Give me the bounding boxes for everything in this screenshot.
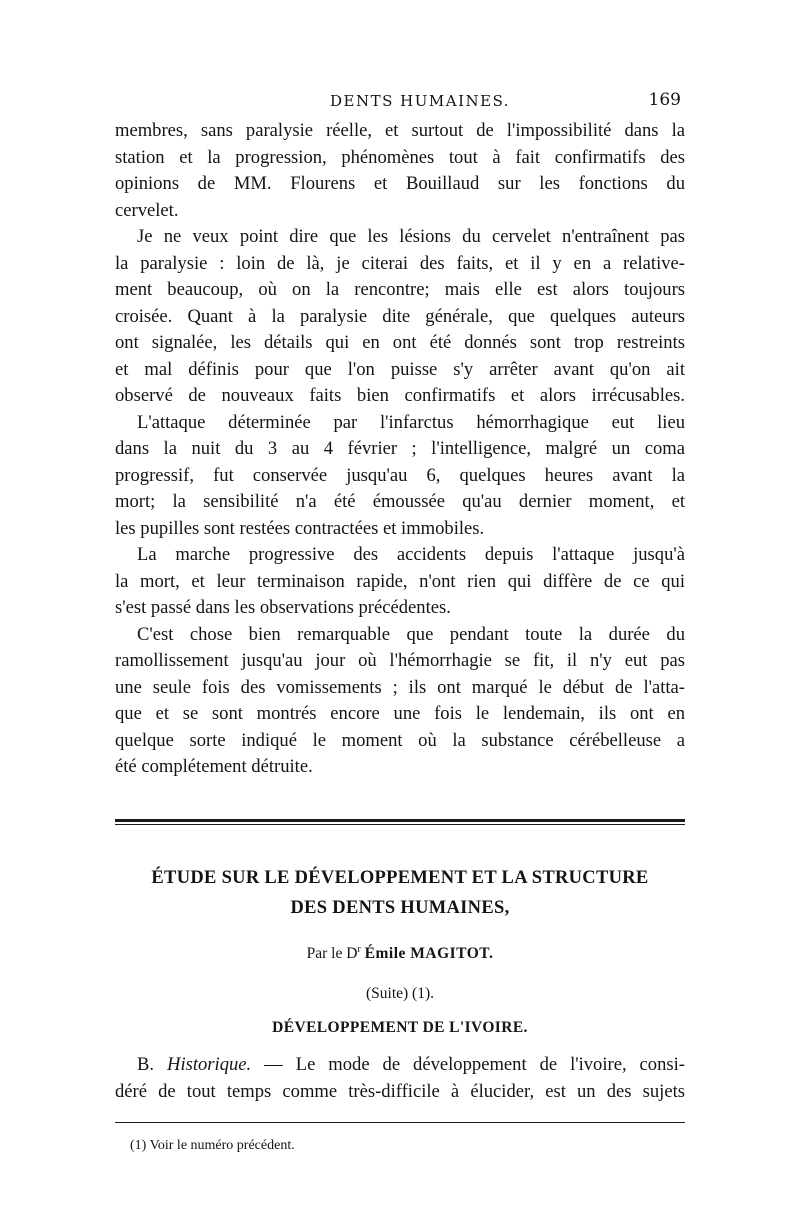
text-line: les pupilles sont restées contractées et immobiles. [115,517,485,539]
page-number: 169 [648,90,681,110]
text-line: progressif, fut conservée jusqu'au 6, quelques heures avant la [115,464,685,486]
text-line: ramollissement jusqu'au jour où l'hémorrhagie se fit, il n'y eut pas [115,650,685,671]
text-line: cervelet. [115,199,179,221]
text-line: la mort, et leur terminaison rapide, n'ont rien qui diffère de ce qui [115,570,685,592]
divider-thick-rule [115,819,685,822]
text-line: quelque sorte indiqué le moment où la substance cérébelleuse a [115,729,685,751]
running-title: DENTS HUMAINES. [330,92,511,110]
text-line: dans la nuit du 3 au 4 février ; l'intelligence, malgré un coma [115,438,685,459]
text-line: mort; la sensibilité n'a été émoussée qu'au dernier moment, et [115,491,685,512]
article-title-line-2: DES DENTS HUMAINES, [290,898,510,918]
text-line: C'est chose bien remarquable que pendant toute la durée du [137,623,685,645]
author-title-superscript: r [357,944,361,955]
section-divider [115,819,685,831]
text-line: station et la progression, phénomènes tout à fait confirmatifs des [115,146,685,168]
body-text [115,118,685,781]
author-name: Émile MAGITOT. [364,945,494,963]
text-line [115,1052,685,1079]
text-line: une seule fois des vomissements ; ils ont marqué le début de l'atta- [115,676,685,698]
text-line: s'est passé dans les observations précédentes. [115,597,451,618]
text-line: été complétement détruite. [115,756,313,777]
text-line: ont signalée, les détails qui en ont été donnés sont trop restreints [115,332,685,353]
divider-thin-rule [115,824,685,825]
text-line: Je ne veux point dire que les lésions du cervelet n'entraînent pas [137,226,685,247]
text-line: croisée. Quant à la paralysie dite générale, que quelques auteurs [115,305,685,327]
text-line: La marche progressive des accidents depuis l'attaque jusqu'à [137,544,685,565]
text-line: L'attaque déterminée par l'infarctus hémorrhagique eut lieu [137,411,685,433]
historique-prefix: B. [137,1054,168,1075]
text-line: observé de nouveaux faits bien confirmatifs et alors irrécusables. [115,385,685,406]
text-line: déré de tout temps comme très-difficile à élucider, est un des sujets [115,1080,685,1102]
footnote-rule [115,1122,685,1123]
article-title-line-1: ÉTUDE SUR LE DÉVELOPPEMENT ET LA STRUCTURE [151,868,649,888]
suite-note: (Suite) (1). [365,985,434,1002]
historique-label: Historique. [167,1054,252,1075]
text-line: opinions de MM. Flourens et Bouillaud sur les fonctions du [115,173,685,194]
author-byline [115,944,685,963]
text-line: que et se sont montrés encore une fois le lendemain, ils ont en [115,703,685,724]
text-line: ment beaucoup, où on la rencontre; mais elle est alors toujours [115,279,685,300]
author-prefix: Par le D [306,945,358,963]
text-line: la paralysie : loin de là, je citerai des faits, et il y en a relative- [115,252,685,274]
text-line: membres, sans paralysie réelle, et surtout de l'impossibilité dans la [115,120,685,141]
historique-text [115,1052,685,1105]
section-heading: DÉVELOPPEMENT DE L'IVOIRE. [272,1019,528,1036]
footnote: (1) Voir le numéro précédent. [130,1138,295,1153]
running-head [115,92,685,116]
historique-line-rest: — Le mode de développement de l'ivoire, consi- [251,1054,685,1075]
text-line: et mal définis pour que l'on puisse s'y arrêter avant qu'on ait [115,358,685,380]
